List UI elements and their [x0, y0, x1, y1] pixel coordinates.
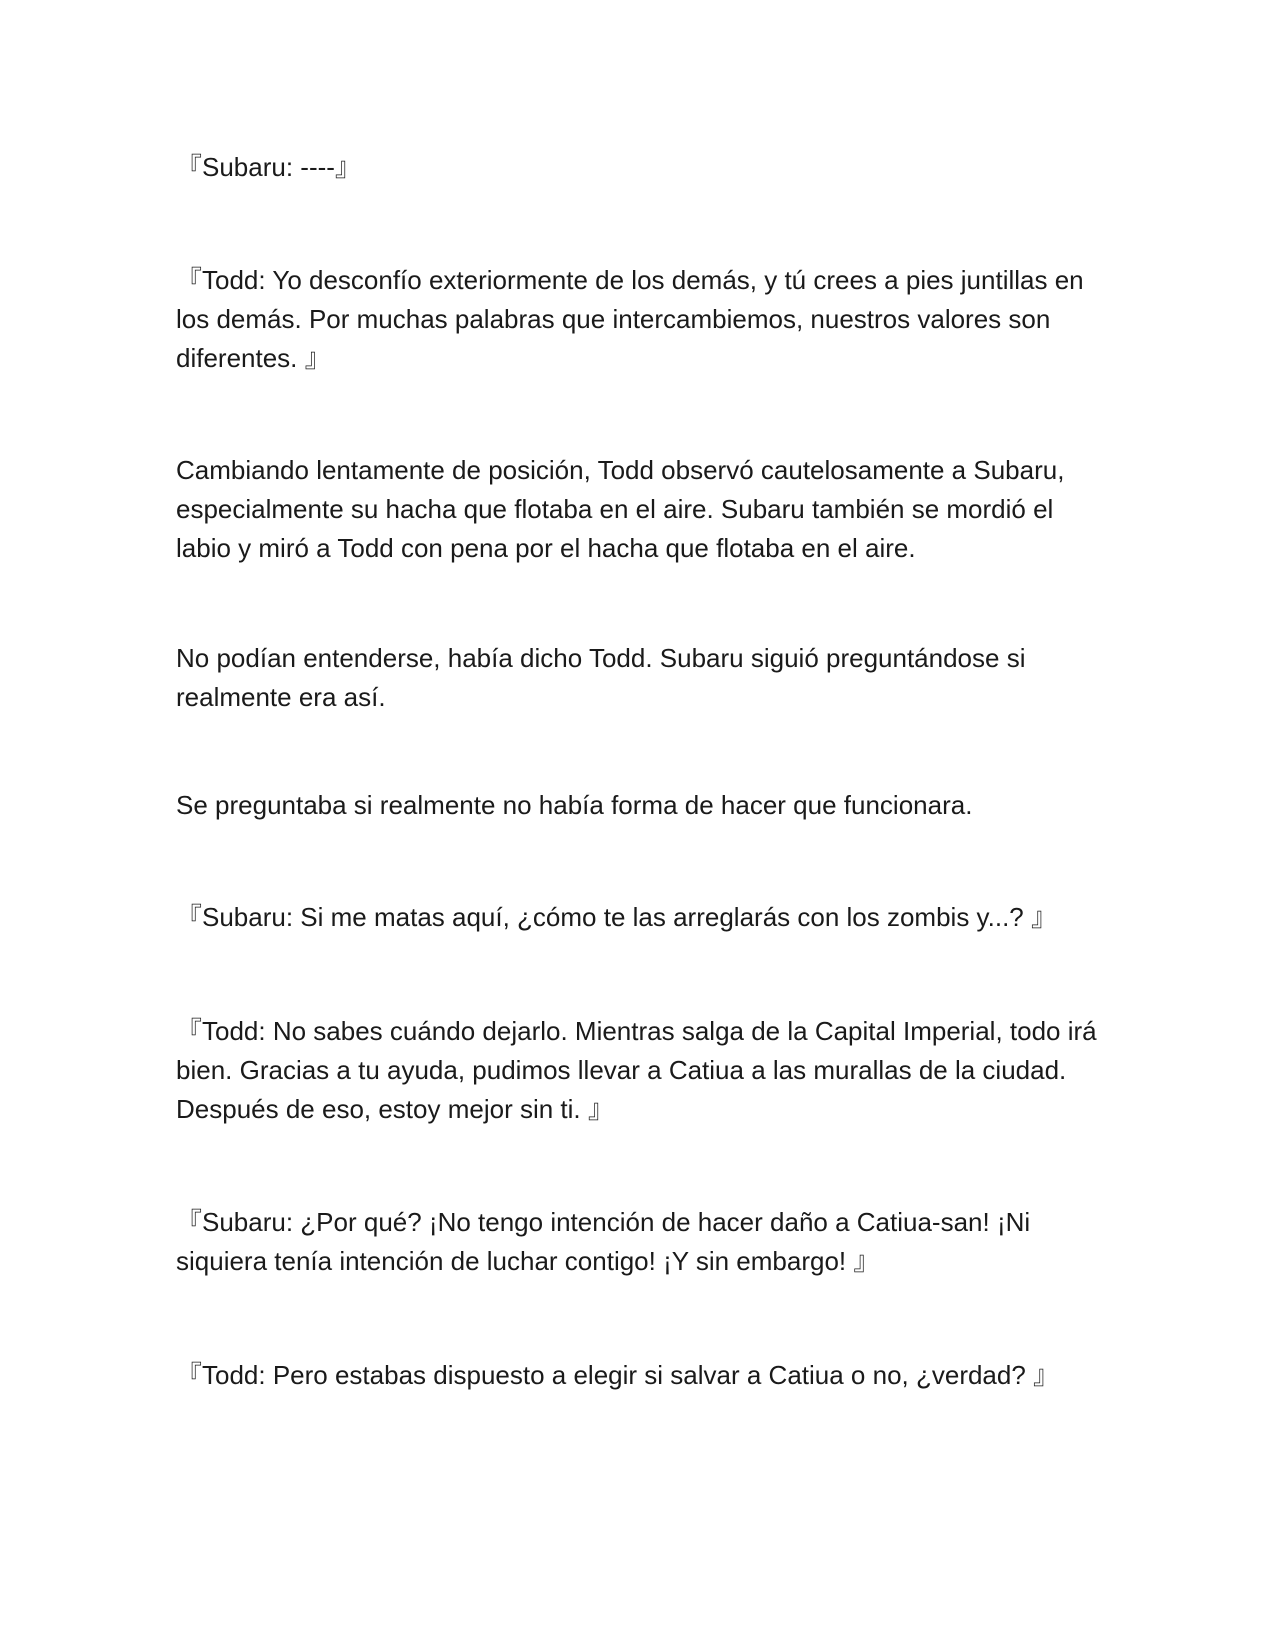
dialogue-subaru-1: 『Subaru: ----』	[176, 152, 361, 182]
dialogue-todd-3: 『Todd: Pero estabas dispuesto a elegir si salvar a Catiua o no, ¿verdad? 』	[176, 1360, 1060, 1390]
narration-paragraph-1: Cambiando lentamente de posición, Todd observó cautelosamente a Subaru, especialmente su hacha que flotaba en el aire. Subaru también se mordió el labio y miró a Todd con pena por el hacha que flotaba en el aire.	[176, 455, 1065, 563]
dialogue-todd-2: 『Todd: No sabes cuándo dejarlo. Mientras salga de la Capital Imperial, todo irá bien. Gracias a tu ayuda, pudimos llevar a Catiua a las murallas de la ciudad. Después de eso, estoy mejor sin ti. 』	[176, 1016, 1097, 1124]
dialogue-todd-1: 『Todd: Yo desconfío exteriormente de los demás, y tú crees a pies juntillas en los demás. Por muchas palabras que intercambiemos, nuestros valores son diferentes. 』	[176, 265, 1084, 373]
narration-paragraph-2: No podían entenderse, había dicho Todd. Subaru siguió preguntándose si realmente era así.	[176, 643, 1026, 712]
narration-paragraph-3: Se preguntaba si realmente no había forma de hacer que funcionara.	[176, 790, 973, 820]
dialogue-subaru-2: 『Subaru: Si me matas aquí, ¿cómo te las arreglarás con los zombis y...? 』	[176, 902, 1057, 932]
dialogue-subaru-3: 『Subaru: ¿Por qué? ¡No tengo intención de hacer daño a Catiua-san! ¡Ni siquiera tenía intención de luchar contigo! ¡Y sin embargo! 』	[176, 1207, 1031, 1276]
